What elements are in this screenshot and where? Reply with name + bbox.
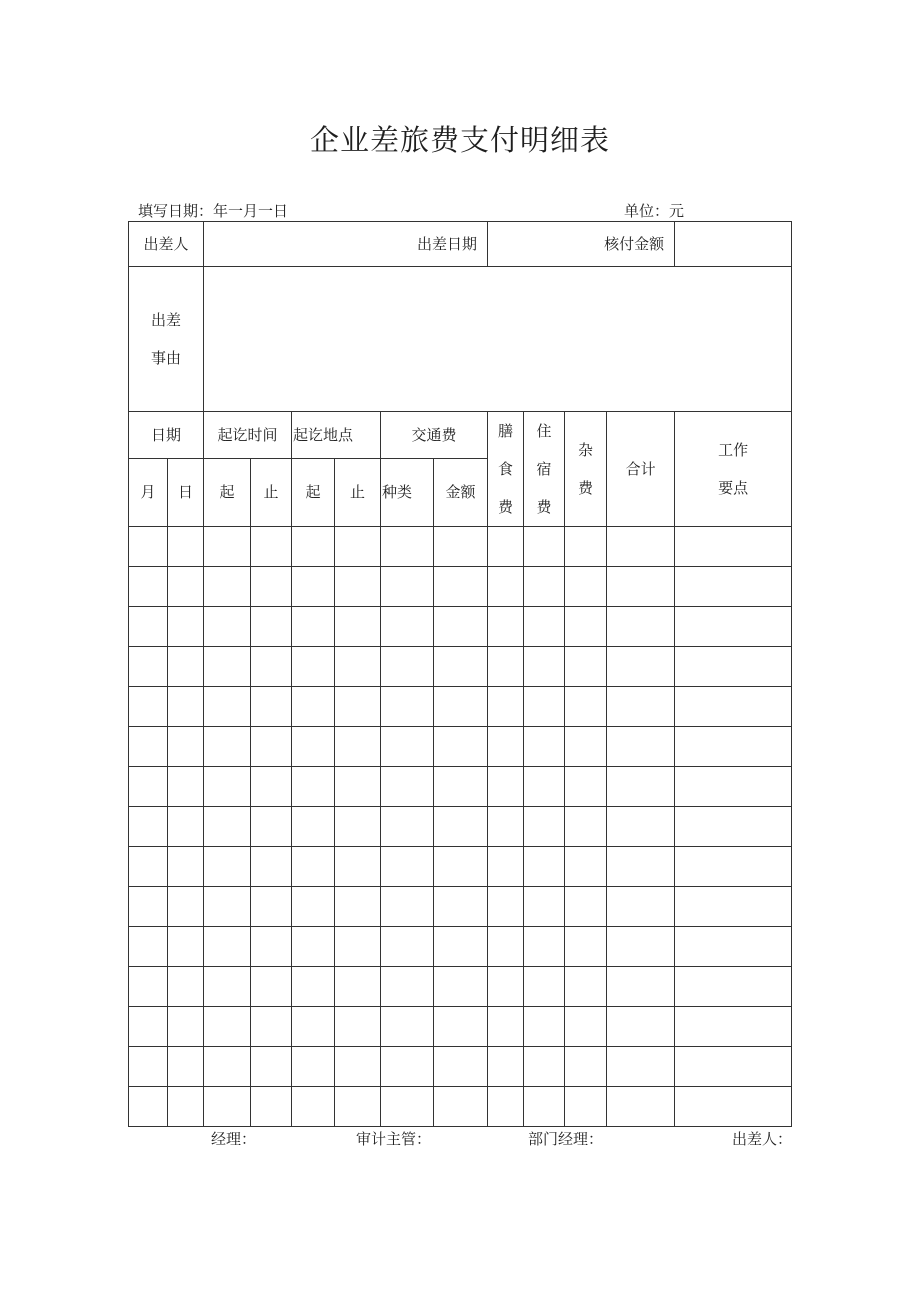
col-misc-2: 费 — [578, 479, 594, 497]
table-cell[interactable] — [524, 727, 565, 767]
col-month: 月 — [129, 459, 168, 527]
table-cell[interactable] — [565, 527, 607, 567]
table-cell[interactable] — [524, 767, 565, 807]
table-cell[interactable] — [129, 767, 168, 807]
table-cell[interactable] — [434, 887, 488, 927]
table-cell[interactable] — [335, 727, 381, 767]
table-cell[interactable] — [168, 847, 204, 887]
table-cell[interactable] — [565, 807, 607, 847]
col-time-end: 止 — [251, 459, 292, 527]
table-cell[interactable] — [607, 727, 675, 767]
table-cell[interactable] — [129, 887, 168, 927]
table-cell[interactable] — [251, 727, 292, 767]
table-cell[interactable] — [607, 967, 675, 1007]
table-cell[interactable] — [381, 567, 434, 607]
table-cell[interactable] — [675, 647, 792, 687]
table-cell[interactable] — [488, 1007, 524, 1047]
table-cell[interactable] — [524, 927, 565, 967]
table-cell[interactable] — [292, 1087, 335, 1127]
table-cell[interactable] — [204, 967, 251, 1007]
table-cell[interactable] — [292, 927, 335, 967]
table-cell[interactable] — [607, 687, 675, 727]
col-lodging-1: 住 — [536, 422, 552, 440]
table-cell[interactable] — [607, 647, 675, 687]
col-place-start: 起 — [292, 459, 335, 527]
table-row — [129, 887, 792, 927]
footer-manager: 经理： — [211, 1130, 257, 1148]
table-cell[interactable] — [292, 967, 335, 1007]
table-cell[interactable] — [434, 1047, 488, 1087]
reason-field[interactable] — [204, 267, 792, 412]
col-transport-amount: 金额 — [434, 459, 488, 527]
table-cell[interactable] — [251, 527, 292, 567]
table-cell[interactable] — [381, 527, 434, 567]
col-misc-1: 杂 — [578, 441, 594, 459]
table-cell[interactable] — [675, 687, 792, 727]
reason-label-line1: 出差 — [151, 311, 182, 329]
table-cell[interactable] — [524, 967, 565, 1007]
table-row — [129, 607, 792, 647]
table-cell[interactable] — [488, 527, 524, 567]
table-cell[interactable] — [381, 887, 434, 927]
table-cell[interactable] — [565, 847, 607, 887]
table-cell[interactable] — [129, 807, 168, 847]
table-cell[interactable] — [168, 727, 204, 767]
table-cell[interactable] — [607, 527, 675, 567]
table-cell[interactable] — [204, 887, 251, 927]
table-cell[interactable] — [204, 847, 251, 887]
table-cell[interactable] — [335, 967, 381, 1007]
table-cell[interactable] — [434, 807, 488, 847]
table-cell[interactable] — [488, 1047, 524, 1087]
table-cell[interactable] — [524, 887, 565, 927]
table-cell[interactable] — [565, 1007, 607, 1047]
table-cell[interactable] — [607, 567, 675, 607]
table-cell[interactable] — [488, 927, 524, 967]
table-cell[interactable] — [524, 567, 565, 607]
table-cell[interactable] — [488, 687, 524, 727]
table-cell[interactable] — [129, 567, 168, 607]
table-cell[interactable] — [675, 767, 792, 807]
table-cell[interactable] — [675, 1087, 792, 1127]
table-cell[interactable] — [168, 687, 204, 727]
table-cell[interactable] — [565, 887, 607, 927]
table-cell[interactable] — [381, 647, 434, 687]
table-cell[interactable] — [129, 967, 168, 1007]
table-cell[interactable] — [204, 527, 251, 567]
table-cell[interactable] — [565, 727, 607, 767]
table-cell[interactable] — [204, 607, 251, 647]
table-cell[interactable] — [434, 1087, 488, 1127]
table-cell[interactable] — [488, 567, 524, 607]
table-cell[interactable] — [251, 807, 292, 847]
table-cell[interactable] — [129, 647, 168, 687]
table-cell[interactable] — [434, 927, 488, 967]
table-cell[interactable] — [524, 1087, 565, 1127]
table-cell[interactable] — [204, 1007, 251, 1047]
col-work-points — [675, 412, 792, 527]
table-cell[interactable] — [675, 847, 792, 887]
table-cell[interactable] — [607, 847, 675, 887]
col-transport-type: 种类 — [381, 459, 434, 527]
table-cell[interactable] — [524, 807, 565, 847]
table-cell[interactable] — [381, 927, 434, 967]
table-cell[interactable] — [129, 1007, 168, 1047]
table-cell[interactable] — [381, 607, 434, 647]
table-cell[interactable] — [434, 567, 488, 607]
table-cell[interactable] — [251, 967, 292, 1007]
approved-amount-label: 核付金额 — [488, 222, 675, 267]
table-cell[interactable] — [204, 767, 251, 807]
travel-date-label: 出差日期 — [204, 222, 488, 267]
table-cell[interactable] — [251, 1007, 292, 1047]
table-cell[interactable] — [434, 607, 488, 647]
table-cell[interactable] — [607, 1047, 675, 1087]
table-cell[interactable] — [675, 1047, 792, 1087]
table-cell[interactable] — [335, 567, 381, 607]
col-date: 日期 — [129, 412, 204, 459]
table-cell[interactable] — [251, 687, 292, 727]
table-row — [129, 687, 792, 727]
unit-label: 单位：元 — [624, 202, 685, 220]
table-cell[interactable] — [381, 687, 434, 727]
table-cell[interactable] — [565, 1087, 607, 1127]
header-row — [129, 222, 792, 267]
table-cell[interactable] — [335, 847, 381, 887]
page-title: 企业差旅费支付明细表 — [309, 123, 610, 157]
table-row — [129, 967, 792, 1007]
table-cell[interactable] — [168, 927, 204, 967]
table-cell[interactable] — [381, 727, 434, 767]
table-row — [129, 807, 792, 847]
table-cell[interactable] — [565, 647, 607, 687]
col-meal — [488, 412, 524, 527]
table-cell[interactable] — [168, 647, 204, 687]
table-row — [129, 1007, 792, 1047]
table-cell[interactable] — [292, 567, 335, 607]
table-cell[interactable] — [292, 767, 335, 807]
table-cell[interactable] — [434, 527, 488, 567]
table-cell[interactable] — [335, 1087, 381, 1127]
table-cell[interactable] — [524, 1007, 565, 1047]
table-cell[interactable] — [565, 687, 607, 727]
table-row — [129, 727, 792, 767]
table-cell[interactable] — [607, 767, 675, 807]
table-cell[interactable] — [204, 567, 251, 607]
table-cell[interactable] — [129, 527, 168, 567]
table-cell[interactable] — [488, 767, 524, 807]
table-cell[interactable] — [335, 607, 381, 647]
table-cell[interactable] — [204, 1047, 251, 1087]
table-row — [129, 1047, 792, 1087]
fill-date-label: 填写日期：年一月一日 — [138, 202, 289, 220]
table-cell[interactable] — [251, 847, 292, 887]
table-cell[interactable] — [565, 927, 607, 967]
col-place-range: 起讫地点 — [292, 412, 381, 459]
col-meal-3: 费 — [498, 498, 514, 516]
table-cell[interactable] — [524, 607, 565, 647]
table-cell[interactable] — [675, 887, 792, 927]
table-cell[interactable] — [204, 807, 251, 847]
table-cell[interactable] — [434, 647, 488, 687]
table-cell[interactable] — [381, 967, 434, 1007]
table-cell[interactable] — [204, 687, 251, 727]
table-cell[interactable] — [129, 847, 168, 887]
table-cell[interactable] — [204, 727, 251, 767]
table-cell[interactable] — [434, 847, 488, 887]
table-cell[interactable] — [204, 1087, 251, 1127]
table-cell[interactable] — [168, 567, 204, 607]
table-cell[interactable] — [524, 647, 565, 687]
table-cell[interactable] — [335, 527, 381, 567]
table-cell[interactable] — [488, 847, 524, 887]
table-cell[interactable] — [292, 607, 335, 647]
col-transport: 交通费 — [381, 412, 488, 459]
table-cell[interactable] — [381, 767, 434, 807]
table-cell[interactable] — [524, 527, 565, 567]
table-cell[interactable] — [335, 687, 381, 727]
table-cell[interactable] — [292, 687, 335, 727]
table-cell[interactable] — [292, 807, 335, 847]
footer-audit-supervisor: 审计主管： — [356, 1130, 432, 1148]
table-cell[interactable] — [251, 767, 292, 807]
table-cell[interactable] — [607, 607, 675, 647]
table-cell[interactable] — [292, 1047, 335, 1087]
table-cell[interactable] — [434, 767, 488, 807]
col-misc — [565, 412, 607, 527]
table-cell[interactable] — [488, 647, 524, 687]
table-cell[interactable] — [524, 847, 565, 887]
table-cell[interactable] — [675, 927, 792, 967]
table-cell[interactable] — [565, 1047, 607, 1087]
footer-traveler: 出差人： — [732, 1130, 793, 1148]
table-cell[interactable] — [434, 967, 488, 1007]
table-cell[interactable] — [292, 887, 335, 927]
table-cell[interactable] — [335, 1007, 381, 1047]
col-meal-1: 膳 — [498, 422, 514, 440]
reason-row — [129, 267, 792, 412]
table-cell[interactable] — [675, 807, 792, 847]
table-cell[interactable] — [675, 607, 792, 647]
table-cell[interactable] — [168, 807, 204, 847]
col-work-points-2: 要点 — [718, 479, 749, 497]
table-row — [129, 1087, 792, 1127]
table-cell[interactable] — [565, 567, 607, 607]
table-cell[interactable] — [251, 647, 292, 687]
table-row — [129, 647, 792, 687]
col-place-end: 止 — [335, 459, 381, 527]
table-cell[interactable] — [524, 687, 565, 727]
table-row — [129, 927, 792, 967]
table-cell[interactable] — [565, 607, 607, 647]
table-cell[interactable] — [381, 1007, 434, 1047]
table-cell[interactable] — [335, 807, 381, 847]
table-cell[interactable] — [381, 847, 434, 887]
col-time-start: 起 — [204, 459, 251, 527]
reason-label — [129, 267, 204, 412]
table-cell[interactable] — [129, 687, 168, 727]
table-cell[interactable] — [607, 1007, 675, 1047]
table-cell[interactable] — [488, 807, 524, 847]
table-cell[interactable] — [168, 607, 204, 647]
table-cell[interactable] — [381, 807, 434, 847]
table-cell[interactable] — [168, 1087, 204, 1127]
traveler-label: 出差人 — [129, 222, 204, 267]
approved-amount-field[interactable] — [675, 222, 792, 267]
table-cell[interactable] — [251, 887, 292, 927]
table-cell[interactable] — [565, 967, 607, 1007]
table-cell[interactable] — [335, 647, 381, 687]
table-cell[interactable] — [565, 767, 607, 807]
table-row — [129, 527, 792, 567]
table-row — [129, 847, 792, 887]
table-cell[interactable] — [524, 1047, 565, 1087]
col-lodging — [524, 412, 565, 527]
table-cell[interactable] — [434, 687, 488, 727]
col-work-points-1: 工作 — [718, 441, 749, 459]
table-cell[interactable] — [292, 727, 335, 767]
table-cell[interactable] — [168, 887, 204, 927]
table-cell[interactable] — [168, 1047, 204, 1087]
table-cell[interactable] — [434, 1007, 488, 1047]
table-cell[interactable] — [251, 567, 292, 607]
table-cell[interactable] — [129, 727, 168, 767]
table-cell[interactable] — [129, 927, 168, 967]
table-cell[interactable] — [488, 607, 524, 647]
table-cell[interactable] — [488, 1087, 524, 1127]
table-cell[interactable] — [607, 807, 675, 847]
table-cell[interactable] — [675, 967, 792, 1007]
table-cell[interactable] — [335, 767, 381, 807]
table-cell[interactable] — [251, 607, 292, 647]
table-cell[interactable] — [675, 727, 792, 767]
table-cell[interactable] — [168, 967, 204, 1007]
table-cell[interactable] — [488, 727, 524, 767]
table-cell[interactable] — [381, 1087, 434, 1127]
col-lodging-2: 宿 — [536, 460, 552, 478]
table-cell[interactable] — [607, 1087, 675, 1127]
table-cell[interactable] — [488, 967, 524, 1007]
table-cell[interactable] — [204, 927, 251, 967]
table-row — [129, 567, 792, 607]
table-cell[interactable] — [607, 887, 675, 927]
table-cell[interactable] — [335, 927, 381, 967]
table-cell[interactable] — [168, 527, 204, 567]
table-cell[interactable] — [335, 1047, 381, 1087]
table-cell[interactable] — [168, 767, 204, 807]
table-cell[interactable] — [129, 1047, 168, 1087]
table-cell[interactable] — [168, 1007, 204, 1047]
table-cell[interactable] — [292, 847, 335, 887]
table-cell[interactable] — [434, 727, 488, 767]
table-cell[interactable] — [488, 887, 524, 927]
table-cell[interactable] — [675, 1007, 792, 1047]
table-cell[interactable] — [129, 1087, 168, 1127]
table-cell[interactable] — [129, 607, 168, 647]
col-day: 日 — [168, 459, 204, 527]
reason-label-line2: 事由 — [151, 349, 182, 367]
table-cell[interactable] — [251, 927, 292, 967]
table-cell[interactable] — [292, 1007, 335, 1047]
table-cell[interactable] — [335, 887, 381, 927]
col-time-range: 起讫时间 — [204, 412, 292, 459]
table-cell[interactable] — [292, 527, 335, 567]
expense-form-table — [128, 221, 792, 1127]
table-cell[interactable] — [675, 567, 792, 607]
column-header-row-1 — [129, 412, 792, 459]
table-cell[interactable] — [607, 927, 675, 967]
col-lodging-3: 费 — [536, 498, 552, 516]
footer-dept-manager: 部门经理： — [528, 1130, 604, 1148]
table-cell[interactable] — [292, 647, 335, 687]
table-cell[interactable] — [381, 1047, 434, 1087]
table-cell[interactable] — [675, 527, 792, 567]
table-cell[interactable] — [204, 647, 251, 687]
col-total: 合计 — [607, 412, 675, 527]
table-cell[interactable] — [251, 1047, 292, 1087]
table-row — [129, 767, 792, 807]
col-meal-2: 食 — [498, 460, 514, 478]
table-cell[interactable] — [251, 1087, 292, 1127]
